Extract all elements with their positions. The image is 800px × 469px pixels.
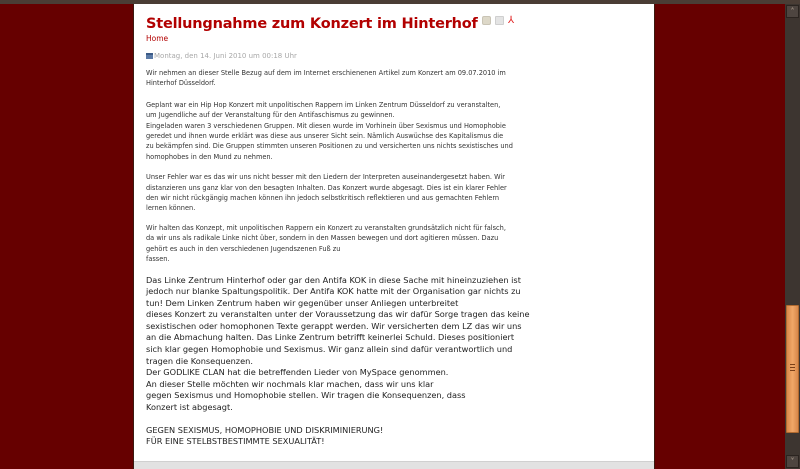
paragraph-line: um Jugendliche auf der Veranstaltung für den Antifaschismus zu gewinnen. [146,111,395,120]
paragraph-line: zu bekämpfen sind. Die Gruppen stimmten unseren Positionen zu und versicherten uns nichts sexistisches und [146,142,513,151]
paragraph-line: Hinterhof Düsseldorf. [146,79,216,88]
paragraph-line: da wir uns als radikale Linke nicht über, sondern in den Massen bewegen und dort agitieren müssen. Dazu [146,234,499,243]
paragraph-line: dieses Konzert zu veranstalten unter der Voraussetzung das wir dafür Sorge tragen das keine [146,309,530,320]
paragraph-line: gehört es auch in den verschiedenen Jugendszenen Fuß zu [146,244,341,253]
print-icon[interactable] [495,16,504,25]
article-title[interactable]: Stellungnahme zum Konzert im Hinterhof [146,16,478,32]
paragraph-line: sich klar gegen Homophobie und Sexismus. Wir ganz allein sind dafür verantwortlich und [146,344,513,355]
paragraph-line: den wir nicht rückgängig machen können ihn jedoch selbstkritisch reflektieren und aus gemachten Fehlern [146,194,500,203]
paragraph [146,100,642,162]
vertical-scrollbar[interactable] [785,4,800,469]
paragraph-line: jedoch nur blanke Spaltungspolitik. Der Antifa KOK hatte mit der Organisation gar nichts zu [146,286,521,297]
scroll-down-button[interactable]: ˅ [786,455,799,468]
grip-icon [790,364,795,371]
paragraph-line: GEGEN SEXISMUS, HOMOPHOBIE UND DISKRIMINIERUNG! [146,424,384,435]
paragraph-line: Wir halten das Konzept, mit unpolitischen Rappern ein Konzert zu veranstalten grundsätzlich nicht für falsch, [146,223,506,232]
paragraph [146,172,642,214]
paragraph-line: geredet und ihnen wurde erklärt was diese aus unserer Sicht sein. Nämlich Auswüchse des Kapitalismus die [146,132,504,141]
paragraph-line: FÜR EINE STELBSTBESTIMMTE SEXUALITÄT! [146,436,325,447]
paragraph-line: distanzieren uns ganz klar von den besagten Inhalten. Das Konzert wurde abgesagt. Dies ist ein klarer Fehler [146,183,507,192]
calendar-icon [146,53,153,59]
paragraph-line: Geplant war ein Hip Hop Konzert mit unpolitischen Rappern im Linken Zentrum Düsseldorf zu veranstalten, [146,100,501,109]
paragraph-line: An dieser Stelle möchten wir nochmals klar machen, dass wir uns klar [146,378,434,389]
paragraph-line: Unser Fehler war es das wir uns nicht besser mit den Liedern der Interpreten auseinandergesetzt haben. Wir [146,173,506,182]
scroll-up-button[interactable]: ˄ [786,5,799,18]
paragraph-line: Eingeladen waren 3 verschiedenen Gruppen. Mit diesen wurde im Vorhinein über Sexismus und Homophobie [146,121,506,130]
content-page [133,4,655,469]
paragraph-line: homophobes in den Mund zu nehmen. [146,152,273,161]
paragraph-line: tragen die Konsequenzen. [146,355,253,366]
scroll-thumb[interactable] [786,305,799,433]
pdf-icon[interactable]: ⅄ [508,15,515,26]
article-body-small [146,68,642,265]
paragraph [146,275,642,414]
email-icon[interactable] [482,16,491,25]
article-date [146,52,642,60]
paragraph [146,68,642,89]
article-body-large [146,275,642,469]
paragraph-line: an die Abmachung halten. Das Linke Zentrum betrifft keinerlei Schuld. Dieses positioniert [146,332,515,343]
paragraph [146,425,642,448]
paragraph-line: fassen. [146,255,170,264]
paragraph-line: lernen können. [146,204,196,213]
paragraph-line: tun! Dem Linken Zentrum haben wir gegenüber unser Anliegen unterbreitet [146,297,459,308]
page-footer-strip [134,461,654,469]
paragraph-line: sexistischen oder homophonen Texte gerappt werden. Wir versicherten dem LZ das wir uns [146,320,522,331]
paragraph-line: gegen Sexismus und Homophobie stellen. Wir tragen die Konsequenzen, dass [146,390,466,401]
breadcrumb-home[interactable]: Home [146,34,169,43]
paragraph-line: Wir nehmen an dieser Stelle Bezug auf dem im Internet erschienenen Artikel zum Konzert am 09.07.2010 im [146,69,506,77]
paragraph [146,223,642,265]
paragraph-line: Konzert ist abgesagt. [146,402,233,413]
date-text: Montag, den 14. Juni 2010 um 00:18 Uhr [154,52,297,60]
article-actions [482,16,518,25]
paragraph-line: Der GODLIKE CLAN hat die betreffenden Lieder von MySpace genommen. [146,367,449,378]
paragraph-line: Das Linke Zentrum Hinterhof oder gar den Antifa KOK in diese Sache mit hineinzuziehen ist [146,274,521,285]
article [134,4,654,469]
